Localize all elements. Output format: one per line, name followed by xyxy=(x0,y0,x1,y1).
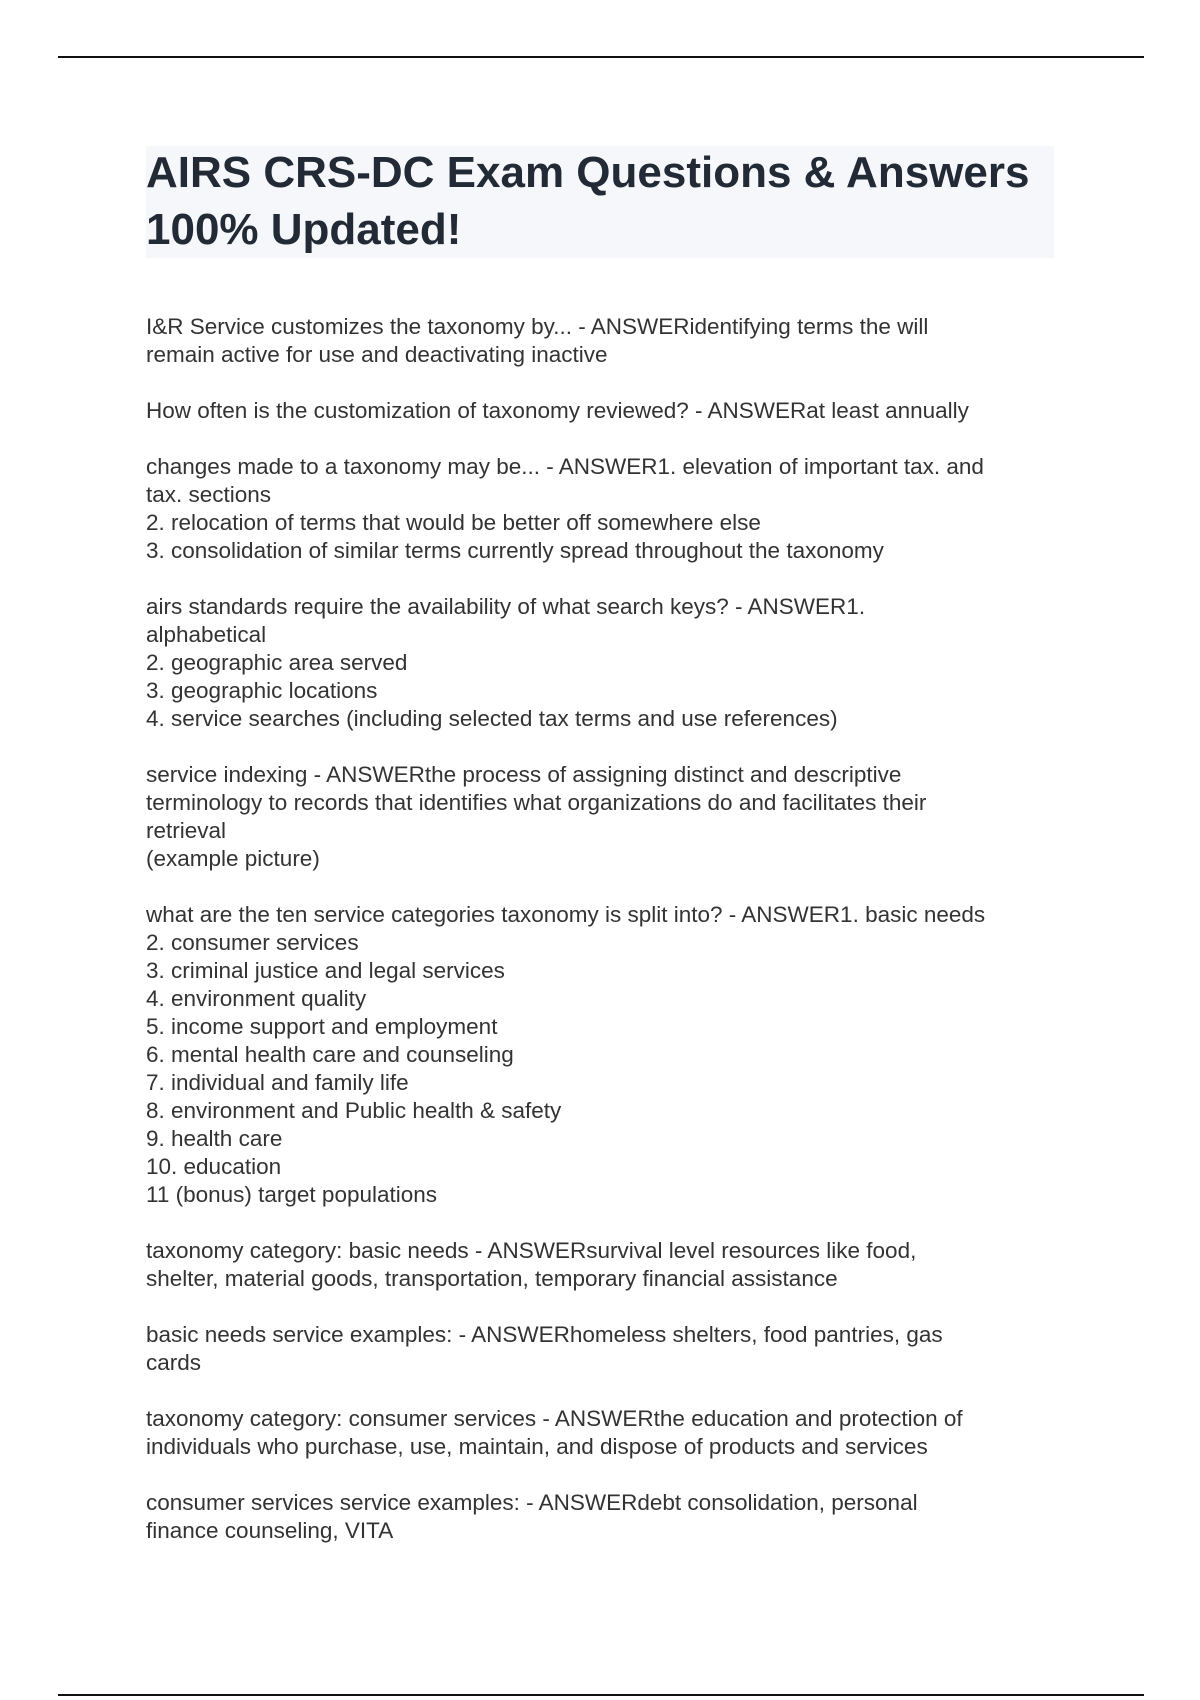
qa-item: taxonomy category: basic needs - ANSWERsurvival level resources like food, shelter, material goods, transportation, temporary financial assistance xyxy=(146,1238,917,1291)
qa-item: consumer services service examples: - ANSWERdebt consolidation, personal finance counseling, VITA xyxy=(146,1490,918,1543)
qa-item: I&R Service customizes the taxonomy by... - ANSWERidentifying terms the will remain active for use and deactivating inactive xyxy=(146,314,929,367)
qa-item: basic needs service examples: - ANSWERhomeless shelters, food pantries, gas cards xyxy=(146,1322,943,1375)
qa-item: service indexing - ANSWERthe process of assigning distinct and descriptive terminology to records that identifies what organizations do and facilitates their retrieval (example picture) xyxy=(146,762,927,871)
top-divider xyxy=(58,56,1144,58)
qa-item: How often is the customization of taxonomy reviewed? - ANSWERat least annually xyxy=(146,398,969,423)
qa-list xyxy=(146,313,1066,1573)
qa-item: taxonomy category: consumer services - ANSWERthe education and protection of individuals who purchase, use, maintain, and dispose of products and services xyxy=(146,1406,963,1459)
document-title: AIRS CRS-DC Exam Questions & Answers 100% Updated! xyxy=(146,148,1030,254)
qa-item: what are the ten service categories taxonomy is split into? - ANSWER1. basic needs 2. consumer services 3. criminal justice and legal services 4. environment quality 5. income support and employment 6. mental health care and counseling 7. individual and family life 8. environment and Public health & safety 9. health care 10. education 11 (bonus) target populations xyxy=(146,902,986,1207)
bottom-divider xyxy=(58,1694,1144,1696)
qa-item: changes made to a taxonomy may be... - ANSWER1. elevation of important tax. and tax. sections 2. relocation of terms that would be better off somewhere else 3. consolidation of similar terms currently spread throughout the taxonomy xyxy=(146,454,984,563)
qa-item: airs standards require the availability of what search keys? - ANSWER1. alphabetical 2. geographic area served 3. geographic locations 4. service searches (including selected tax terms and use references) xyxy=(146,594,866,731)
